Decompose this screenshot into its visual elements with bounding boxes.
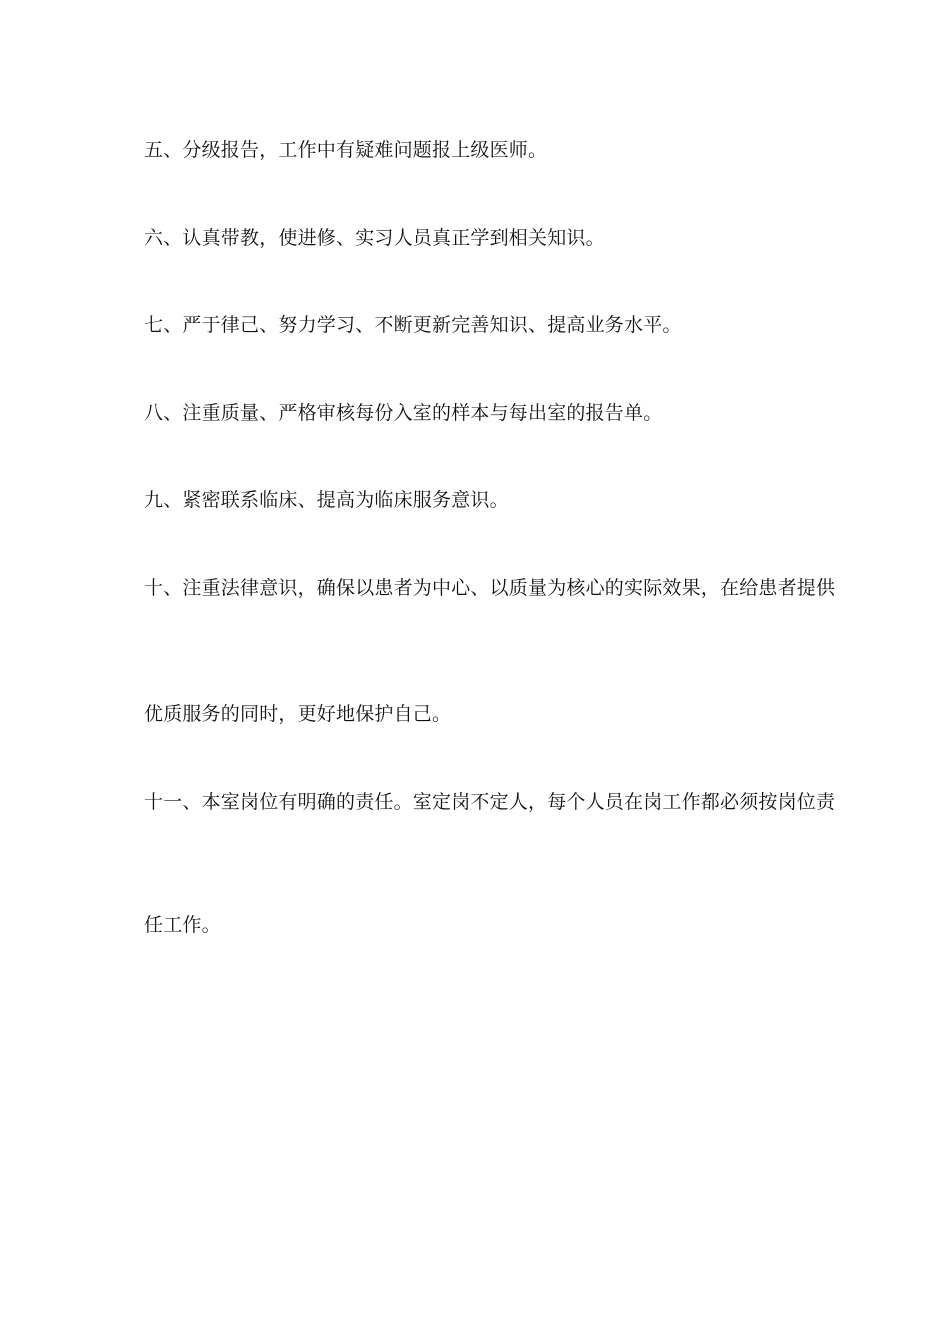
paragraph-7: 七、严于律己、努力学习、不断更新完善知识、提高业务水平。 xyxy=(144,314,682,336)
paragraph-11-line-1: 十一、本室岗位有明确的责任。室定岗不定人，每个人员在岗工作都必须按岗位责 xyxy=(144,791,836,813)
paragraph-8: 八、注重质量、严格审核每份入室的样本与每出室的报告单。 xyxy=(144,402,663,424)
paragraph-10-line-1: 十、注重法律意识，确保以患者为中心、以质量为核心的实际效果，在给患者提供 xyxy=(144,577,836,599)
paragraph-10-line-2: 优质服务的同时，更好地保护自己。 xyxy=(144,703,452,725)
paragraph-6: 六、认真带教，使进修、实习人员真正学到相关知识。 xyxy=(144,227,605,249)
paragraph-9: 九、紧密联系临床、提高为临床服务意识。 xyxy=(144,489,509,511)
paragraph-11-line-2: 任工作。 xyxy=(144,914,221,936)
paragraph-5: 五、分级报告，工作中有疑难问题报上级医师。 xyxy=(144,139,548,161)
